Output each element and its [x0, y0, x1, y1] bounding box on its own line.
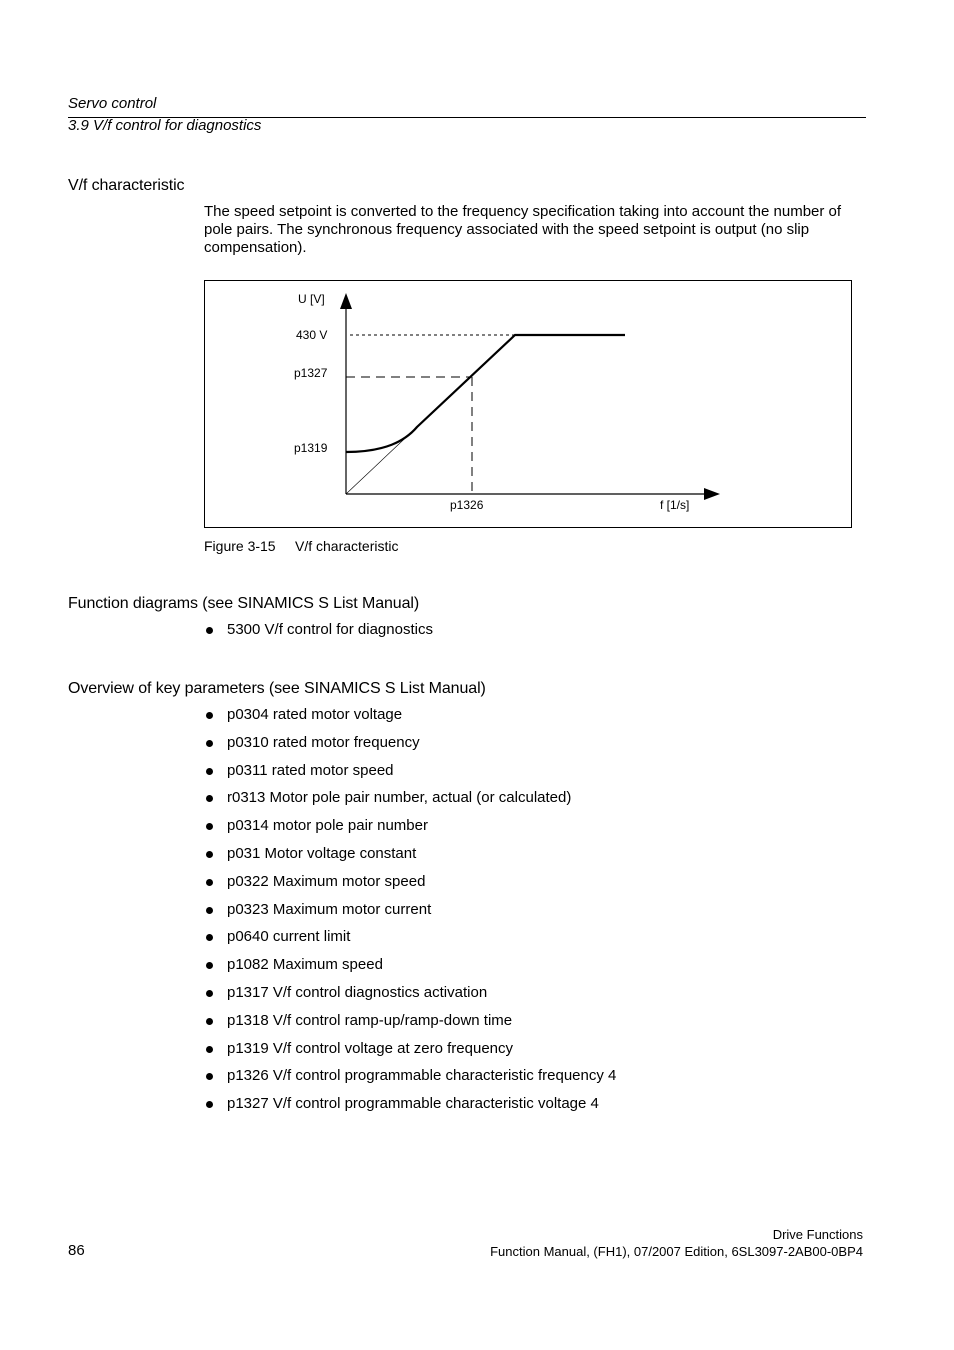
list-item: p0314 motor pole pair number [204, 817, 616, 845]
page-number: 86 [68, 1242, 85, 1259]
vf-curve [346, 335, 625, 452]
bullet-icon [206, 934, 213, 941]
figure-caption [204, 538, 398, 554]
header-section: 3.9 V/f control for diagnostics [68, 117, 262, 134]
vf-heading: V/f characteristic [68, 177, 185, 194]
x-axis-arrow [704, 488, 720, 500]
bullet-icon [206, 823, 213, 830]
bullet-icon [206, 795, 213, 802]
header-chapter: Servo control [68, 95, 157, 112]
list-item: p0322 Maximum motor speed [204, 873, 616, 901]
label-430v: 430 V [296, 328, 328, 342]
list-item: p1318 V/f control ramp-up/ramp-down time [204, 1012, 616, 1040]
bullet-icon [206, 879, 213, 886]
figure-caption-text: V/f characteristic [295, 538, 399, 554]
x-axis-label: f [1/s] [660, 498, 690, 512]
function-diagrams-heading: Function diagrams (see SINAMICS S List Manual) [68, 595, 420, 612]
bullet-icon [206, 768, 213, 775]
list-item: r0313 Motor pole pair number, actual (or calculated) [204, 789, 616, 817]
parameters-list [204, 706, 616, 1123]
bullet-icon [206, 1073, 213, 1080]
list-item: p0310 rated motor frequency [204, 734, 616, 762]
list-item: p1326 V/f control programmable characteristic frequency 4 [204, 1067, 616, 1095]
list-item: p0640 current limit [204, 928, 616, 956]
bullet-icon [206, 990, 213, 997]
label-p1319: p1319 [294, 441, 328, 455]
list-item: p1082 Maximum speed [204, 956, 616, 984]
function-diagrams-list [204, 621, 433, 649]
list-item: 5300 V/f control for diagnostics [204, 621, 433, 649]
list-item: p1327 V/f control programmable characteristic voltage 4 [204, 1095, 616, 1123]
bullet-icon [206, 740, 213, 747]
y-axis-arrow [340, 293, 352, 309]
bullet-icon [206, 1046, 213, 1053]
list-item: p1317 V/f control diagnostics activation [204, 984, 616, 1012]
label-p1326: p1326 [450, 498, 484, 512]
footer-title: Drive Functions [772, 1227, 863, 1242]
footer-subtitle: Function Manual, (FH1), 07/2007 Edition, 6SL3097-2AB00-0BP4 [490, 1244, 863, 1259]
parameters-heading: Overview of key parameters (see SINAMICS S List Manual) [68, 680, 486, 697]
vf-paragraph: The speed setpoint is converted to the frequency specification taking into account the number of pole pairs. The synchronous frequency associated with the speed setpoint is output (no slip compensation). [204, 203, 842, 256]
bullet-icon [206, 907, 213, 914]
bullet-icon [206, 1018, 213, 1025]
bullet-icon [206, 851, 213, 858]
bullet-icon [206, 962, 213, 969]
bullet-icon [206, 1101, 213, 1108]
vf-figure [204, 280, 852, 528]
list-item: p0304 rated motor voltage [204, 706, 616, 734]
bullet-icon [206, 627, 213, 634]
list-item: p0323 Maximum motor current [204, 901, 616, 929]
bullet-icon [206, 712, 213, 719]
list-item: p1319 V/f control voltage at zero frequency [204, 1040, 616, 1068]
y-axis-label: U [V] [298, 292, 325, 306]
list-item: p031 Motor voltage constant [204, 845, 616, 873]
list-item: p0311 rated motor speed [204, 762, 616, 790]
vf-chart [205, 281, 853, 529]
label-p1327: p1327 [294, 366, 328, 380]
figure-caption-number: Figure 3-15 [204, 538, 276, 554]
